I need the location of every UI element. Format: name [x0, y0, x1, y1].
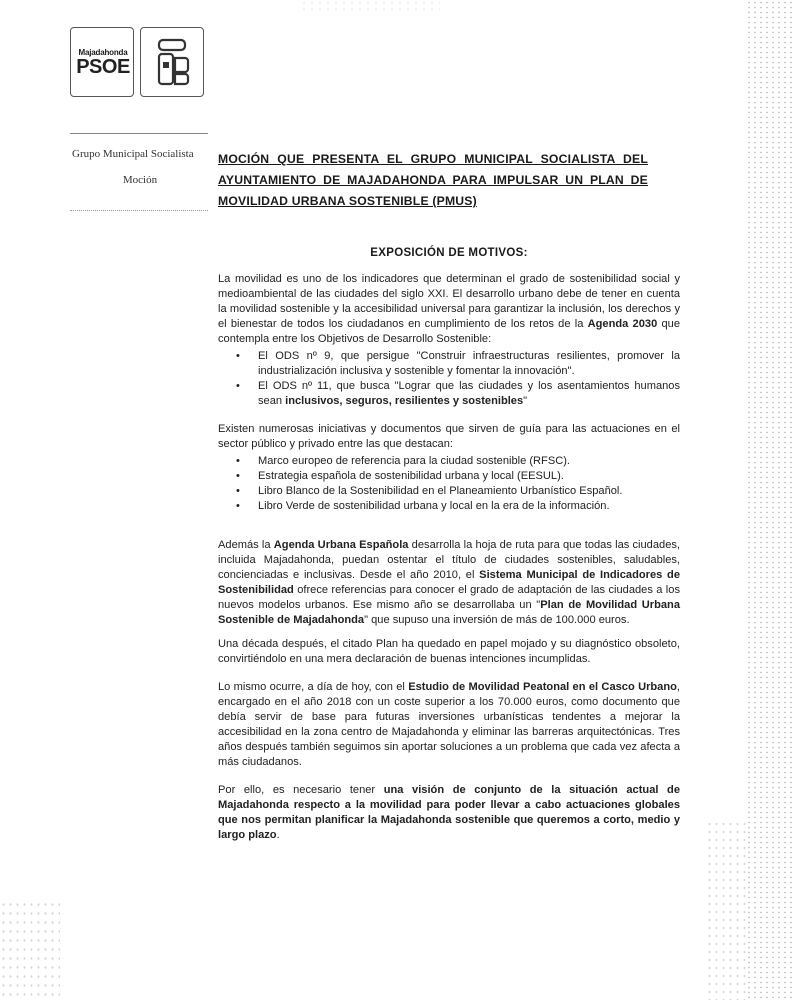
text-span: El ODS nº 11, que busca "Lograr que las ciudades y los asentamientos humanos sean	[258, 380, 680, 407]
list-item: • Libro Verde de sostenibilidad urbana y local en la era de la información.	[258, 499, 680, 514]
logo-city-text: Majadahonda	[78, 48, 128, 57]
bold-span: Sistema Municipal de Indicadores de Sostenibilidad	[218, 569, 680, 596]
sidebar	[70, 133, 210, 211]
text-span: desarrolla la hoja de ruta para que todas las ciudades, incluida Majadahonda, puedan ostentar el título de ciudades sostenibles, saludables, concienciadas e inclusivas. Desde el año 2010, el	[218, 539, 680, 581]
text-span: La movilidad es uno de los indicadores que determinan el grado de sostenibilidad social y medioambiental de las ciudades del siglo XXI. El desarrollo urbano debe de tener en cuenta la movilidad sostenible y la accesibilidad universal para garantizar la inclusión, los derechos y el bienestar de todos los ciudadanos en cumplimiento de los retos de la	[218, 273, 680, 330]
text-span: Por ello, es necesario tener	[218, 784, 384, 796]
text-span: , encargado en el año 2018 con un coste superior a los 70.000 euros, como documento que debía servir de base para futuras inversiones urbanísticas tendentes a mejorar la accesibilidad en la zona centro de Majadahonda y eliminar las barreras arquitectónicas. Tres años después también seguimos sin aportar soluciones a un problema que cada vez afecta a más ciudadanos.	[218, 681, 680, 768]
document-body	[218, 272, 680, 856]
guides-list	[218, 454, 680, 514]
text-span: Lo mismo ocurre, a día de hoy, con el	[218, 681, 409, 693]
text-span: que contempla entre los Objetivos de Desarrollo Sostenible:	[218, 318, 680, 345]
bold-span: Agenda 2030	[587, 318, 658, 330]
psoe-logo	[70, 27, 134, 97]
list-item: • Estrategia española de sostenibilidad urbana y local (EESUL).	[258, 469, 680, 484]
section-heading: EXPOSICIÓN DE MOTIVOS:	[370, 247, 528, 259]
sidebar-bottom-rule	[70, 210, 208, 211]
bold-span: Agenda Urbana Española	[273, 539, 409, 551]
paragraph-initiatives: Existen numerosas iniciativas y documentos que sirven de guía para las actuaciones en el sector público y privado entre las que destacan:	[218, 423, 680, 450]
sidebar-top-rule	[70, 133, 208, 134]
scan-noise-top	[300, 0, 440, 12]
scan-noise-bottom-left	[0, 900, 60, 1000]
bold-span: inclusivos, seguros, resilientes y sostenibles	[285, 395, 524, 407]
group-label: Grupo Municipal Socialista	[72, 148, 194, 160]
paragraph-agenda-urbana	[218, 538, 680, 628]
text-span: " que supuso una inversión de más de 100.000 euros.	[364, 614, 630, 626]
ods-list	[218, 349, 680, 409]
scan-noise-right	[746, 0, 792, 1000]
paragraph-pedestrian-study	[218, 680, 680, 770]
list-item	[258, 379, 680, 409]
text-span: "	[523, 395, 528, 407]
bold-span: una visión de conjunto de la situación actual de Majadahonda respecto a la movilidad para poder llevar a cabo actuaciones globales que nos permitan planificar la Majadahonda sostenible que queremos a corto, medio y largo plazo	[218, 784, 680, 841]
list-item	[258, 349, 680, 379]
document-title: MOCIÓN QUE PRESENTA EL GRUPO MUNICIPAL SOCIALISTA DEL AYUNTAMIENTO DE MAJADAHONDA PARA IMPULSAR UN PLAN DE MOVILIDAD URBANA SOSTENIBLE (PMUS)	[218, 152, 648, 208]
logo-party-text: PSOE	[76, 56, 130, 78]
text-span: Además la	[218, 539, 274, 551]
list-item: • Marco europeo de referencia para la ciudad sostenible (RFSC).	[258, 454, 680, 469]
psoe-emblem-icon	[140, 27, 204, 97]
text-span: ofrece referencias para conocer el grado de adaptación de las ciudades a los nuevos modelos urbanos. Ese mismo año se desarrollaba un "	[218, 584, 680, 611]
paragraph-agenda-2030	[218, 272, 680, 347]
bold-span: Plan de Movilidad Urbana Sostenible de Majadahonda	[218, 599, 680, 626]
paragraph-decade: Una década después, el citado Plan ha quedado en papel mojado y su diagnóstico obsoleto, convirtiéndolo en una mera declaración de buenas intenciones incumplidas.	[218, 638, 680, 665]
scan-noise-bottom-right	[706, 820, 746, 1000]
text-span: .	[276, 829, 280, 841]
text-span: El ODS nº 9, que persigue "Construir infraestructuras resilientes, promover la industrialización inclusiva y sostenible y fomentar la innovación".	[258, 350, 680, 377]
bold-span: Estudio de Movilidad Peatonal en el Casco Urbano	[408, 681, 677, 693]
list-item: • Libro Blanco de la Sostenibilidad en el Planeamiento Urbanístico Español.	[258, 484, 680, 499]
paragraph-conclusion	[218, 783, 680, 843]
doc-type-label: Moción	[122, 174, 158, 186]
